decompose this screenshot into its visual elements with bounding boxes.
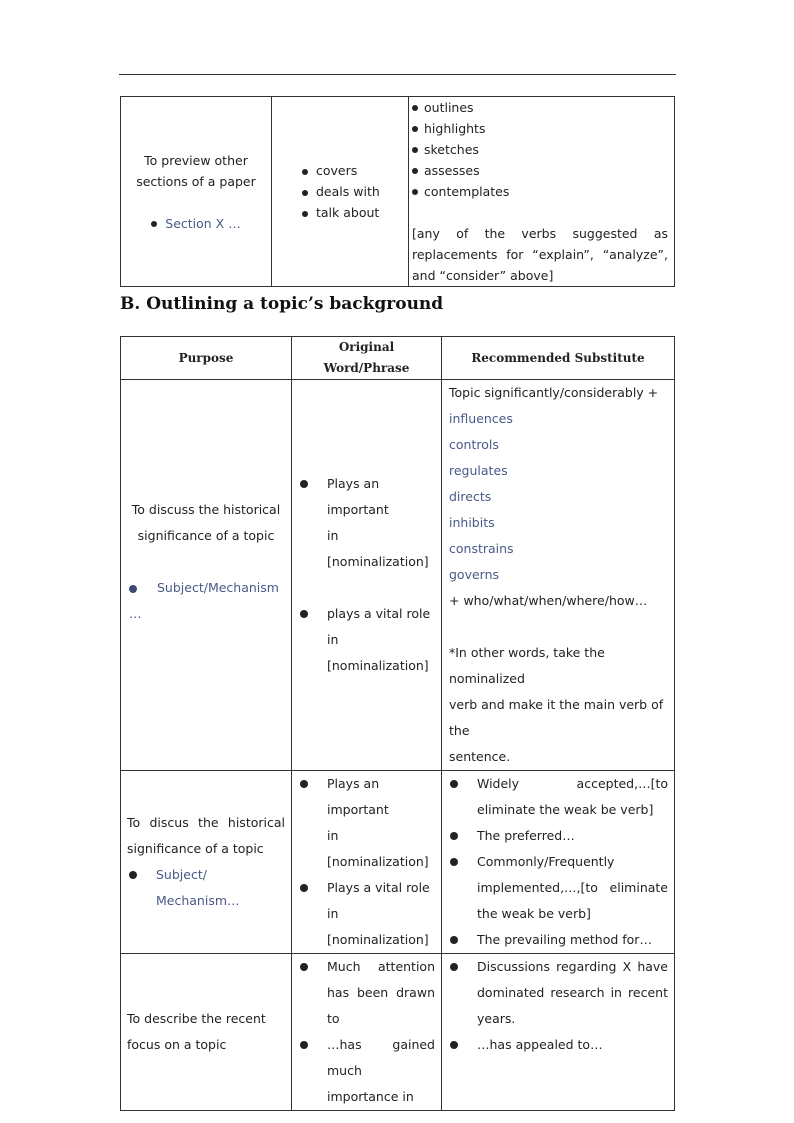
verb: controls [449, 437, 499, 452]
purpose-cell [121, 97, 272, 287]
row2-purpose [121, 771, 292, 954]
substitute-cell [409, 97, 675, 287]
purpose-text-1: To discus the historical [127, 815, 285, 830]
substitute-note: [any of the verbs suggested as replacements for “explain”, “analyze”, and “consider” above] [412, 226, 668, 283]
row3-original [292, 954, 442, 1111]
verb: constrains [449, 541, 514, 556]
substitute-intro: Topic significantly/considerably + [449, 385, 659, 400]
row1-original [292, 380, 442, 771]
original-item: covers [302, 160, 408, 181]
original-item: Plays an important in [nominalization] [292, 771, 441, 875]
bullet-icon [302, 190, 308, 196]
original-item: …has gained much importance in [292, 1032, 435, 1110]
purpose-line: To discuss the historical [131, 502, 281, 517]
purpose-line: significance of a topic [137, 528, 275, 543]
row2-original [292, 771, 442, 954]
original-cell [272, 97, 409, 287]
purpose-line: To preview other [144, 152, 248, 168]
substitute-item: The preferred… [442, 823, 668, 849]
preview-sections-table [120, 96, 675, 287]
substitute-item: The prevailing method for… [442, 927, 668, 953]
row3-substitute [442, 954, 675, 1111]
section-heading: B. Outlining a topic’s background [120, 294, 444, 314]
note-line: sentence. [449, 749, 511, 764]
substitute-item: Discussions regarding X have dominated research in recent years. [442, 954, 668, 1032]
row1-purpose [121, 380, 292, 771]
verb: influences [449, 411, 513, 426]
original-item: talk about [302, 202, 408, 223]
note-line: *In other words, take the nominalized [449, 645, 605, 686]
substitute-item: contemplates [410, 181, 674, 202]
bullet-icon [129, 585, 137, 593]
header-purpose: Purpose [121, 337, 292, 380]
substitute-item: assesses [410, 160, 674, 181]
purpose-bullet: Subject/Mechanism … [129, 580, 279, 621]
original-item: Plays an important in [nominalization] [292, 471, 441, 575]
note-line: verb and make it the main verb of the [449, 697, 664, 738]
bullet-icon [302, 169, 308, 175]
header-substitute: Recommended Substitute [442, 337, 675, 380]
header-rule [119, 74, 676, 75]
substitute-item: highlights [410, 118, 674, 139]
row1-substitute [442, 380, 675, 771]
verb: inhibits [449, 515, 495, 530]
substitute-item: …has appealed to… [442, 1032, 668, 1058]
substitute-item: outlines [410, 97, 674, 118]
row3-purpose: To describe the recent focus on a topic [121, 954, 292, 1111]
purpose-example: Section X … [121, 213, 271, 234]
verb: directs [449, 489, 492, 504]
verb: governs [449, 567, 500, 582]
topic-background-table [120, 336, 675, 1111]
substitute-tail: + who/what/when/where/how… [449, 593, 648, 608]
verb: regulates [449, 463, 508, 478]
purpose-line: sections of a paper [136, 173, 256, 189]
original-item: deals with [302, 181, 408, 202]
purpose-bullet: Subject/ Mechanism… [121, 862, 285, 914]
purpose-text-2: significance of a topic [127, 841, 264, 856]
original-item: Plays a vital role in [nominalization] [292, 875, 441, 953]
bullet-icon [302, 211, 308, 217]
original-item: plays a vital role in [nominalization] [292, 601, 441, 679]
header-original: Original Word/Phrase [292, 337, 442, 380]
substitute-item: sketches [410, 139, 674, 160]
original-item: Much attention has been drawn to [292, 954, 435, 1032]
substitute-item: Commonly/Frequently implemented,…,[to eliminate the weak be verb] [442, 849, 668, 927]
bullet-icon [151, 221, 157, 227]
row2-substitute [442, 771, 675, 954]
substitute-item: Widely accepted,…[to eliminate the weak be verb] [442, 771, 668, 823]
